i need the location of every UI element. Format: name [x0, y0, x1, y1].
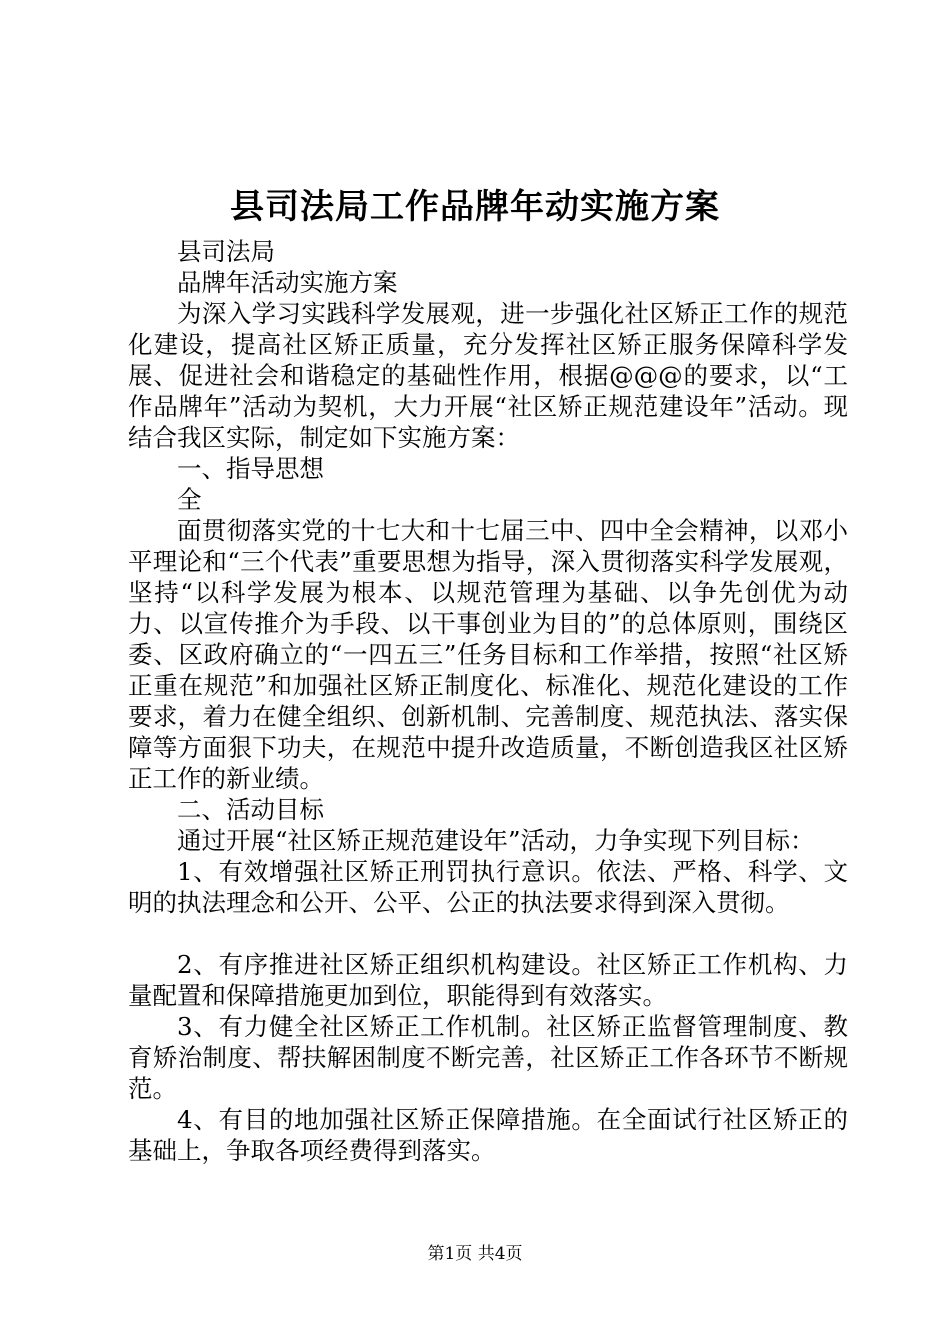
paragraph-fragment: 全 — [177, 485, 202, 514]
paragraph-goals-intro: 通过开展“社区矫正规范建设年”活动，力争实现下列目标： — [177, 826, 815, 855]
goal-item-4: 4、有目的地加强社区矫正保障措施。在全面试行社区矫正的基础上，争取各项经费得到落实。 — [128, 1105, 848, 1165]
document-body — [128, 236, 848, 1166]
goal-item-3: 3、有力健全社区矫正工作机制。社区矫正监督管理制度、教育矫治制度、帮扶解困制度不断完善，社区矫正工作各环节不断规范。 — [128, 1012, 848, 1103]
goal-item-2: 2、有序推进社区矫正组织机构建设。社区矫正工作机构、力量配置和保障措施更加到位，职能得到有效落实。 — [128, 950, 848, 1010]
goal-item-1: 1、有效增强社区矫正刑罚执行意识。依法、严格、科学、文明的执法理念和公开、公平、公正的执法要求得到深入贯彻。 — [128, 857, 848, 917]
paragraph-intro: 为深入学习实践科学发展观，进一步强化社区矫正工作的规范化建设，提高社区矫正质量，充分发挥社区矫正服务保障科学发展、促进社会和谐稳定的基础性作用，根据@@@的要求，以“工作品牌年”活动为契机，大力开展“社区矫正规范建设年”活动。现结合我区实际，制定如下实施方案： — [128, 299, 848, 452]
page-number-footer: 第1页 共4页 — [427, 1244, 523, 1264]
document-title: 县司法局工作品牌年动实施方案 — [230, 187, 720, 227]
section-heading-guiding-thought: 一、指导思想 — [177, 454, 324, 483]
paragraph-subtitle: 品牌年活动实施方案 — [177, 268, 398, 297]
paragraph-issuer: 县司法局 — [177, 237, 275, 266]
paragraph-guiding-thought: 面贯彻落实党的十七大和十七届三中、四中全会精神，以邓小平理论和“三个代表”重要思想为指导，深入贯彻落实科学发展观，坚持“以科学发展为根本、以规范管理为基础、以争先创优为动力、以宣传推介为手段、以干事创业为目的”的总体原则，围绕区委、区政府确立的“一四五三”任务目标和工作举措，按照“社区矫正重在规范”和加强社区矫正制度化、标准化、规范化建设的工作要求，着力在健全组织、创新机制、完善制度、规范执法、落实保障等方面狠下功夫，在规范中提升改造质量，不断创造我区社区矫正工作的新业绩。 — [128, 516, 848, 793]
section-heading-activity-goals: 二、活动目标 — [177, 795, 324, 824]
